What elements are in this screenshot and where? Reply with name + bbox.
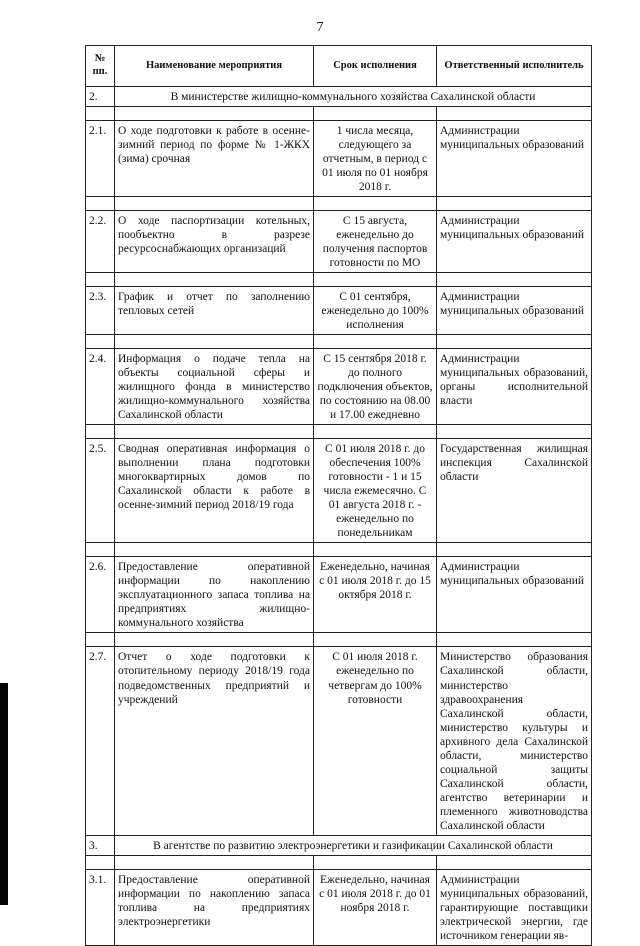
- row-measure: График и отчет по заполнению тепловых сетей: [115, 287, 314, 335]
- row-responsible: Администрации муниципальных образований, гарантирующие поставщики электрической энергии, где источником генерации яв-: [437, 869, 592, 945]
- section-row: [86, 87, 592, 107]
- row-number: 2.1.: [86, 121, 115, 197]
- row-number: 2.5.: [86, 439, 115, 543]
- table-row: [86, 439, 592, 543]
- spacer-row: [86, 855, 592, 869]
- spacer-row: [86, 633, 592, 647]
- measures-table: [85, 45, 592, 946]
- row-deadline: Еженедельно, начиная с 01 июля 2018 г. до 15 октября 2018 г.: [314, 557, 437, 633]
- header-responsible: Ответственный исполнитель: [437, 46, 592, 87]
- row-number: 3.1.: [86, 869, 115, 945]
- row-responsible: Администрации муниципальных образований: [437, 121, 592, 197]
- row-deadline: С 01 сентября, еженедельно до 100% исполнения: [314, 287, 437, 335]
- scan-edge-strip: [0, 683, 8, 905]
- row-deadline: С 15 сентября 2018 г. до полного подключения объектов, по состоянию на 08.00 и 17.00 ежедневно: [314, 349, 437, 425]
- row-measure: О ходе подготовки к работе в осенне-зимний период по форме № 1-ЖКХ (зима) срочная: [115, 121, 314, 197]
- table-row: [86, 211, 592, 273]
- row-deadline: С 01 июля 2018 г. еженедельно по четвергам до 100% готовности: [314, 647, 437, 835]
- spacer-row: [86, 107, 592, 121]
- row-number: 2.2.: [86, 211, 115, 273]
- section-row: [86, 835, 592, 855]
- section-number: 3.: [86, 835, 115, 855]
- row-deadline: С 01 июля 2018 г. до обеспечения 100% готовности - 1 и 15 числа ежемесячно. С 01 августа 2018 г. - еженедельно по понедельникам: [314, 439, 437, 543]
- table-header-row: [86, 46, 592, 87]
- header-name: Наименование мероприятия: [115, 46, 314, 87]
- row-measure: Информация о подаче тепла на объекты социальной сферы и жилищного фонда в министерство жилищно-коммунального хозяйства Сахалинской области: [115, 349, 314, 425]
- table-row: [86, 349, 592, 425]
- section-title: В агентстве по развитию электроэнергетики и газификации Сахалинской области: [115, 835, 592, 855]
- row-responsible: Министерство образования Сахалинской области, министерство здравоохранения Сахалинской области, министерство культуры и архивного дела Сахалинской области, министерство социальной защиты Сахалинской области, агентство ветеринарии и племенного животноводства Сахалинской области: [437, 647, 592, 835]
- table-row: [86, 121, 592, 197]
- row-responsible: Государственная жилищная инспекция Сахалинской области: [437, 439, 592, 543]
- spacer-row: [86, 335, 592, 349]
- section-title: В министерстве жилищно-коммунального хозяйства Сахалинской области: [115, 87, 592, 107]
- row-measure: О ходе паспортизации котельных, пообъектно в разрезе ресурсоснабжающих организаций: [115, 211, 314, 273]
- row-measure: Сводная оперативная информация о выполнении плана подготовки многоквартирных домов по Сахалинской области к работе в осенне-зимний период 2018/19 года: [115, 439, 314, 543]
- section-number: 2.: [86, 87, 115, 107]
- table-row: [86, 287, 592, 335]
- row-measure: Отчет о ходе подготовки к отопительному периоду 2018/19 года подведомственных предприятий и учреждений: [115, 647, 314, 835]
- page-number: 7: [316, 20, 324, 35]
- row-number: 2.6.: [86, 557, 115, 633]
- row-deadline: 1 числа месяца, следующего за отчетным, в период с 01 июля по 01 ноября 2018 г.: [314, 121, 437, 197]
- table-row: [86, 647, 592, 835]
- spacer-row: [86, 273, 592, 287]
- spacer-row: [86, 197, 592, 211]
- row-responsible: Администрации муниципальных образований: [437, 211, 592, 273]
- row-measure: Предоставление оперативной информации по накоплению эксплуатационного запаса топлива на предприятиях жилищно-коммунального хозяйства: [115, 557, 314, 633]
- row-responsible: Администрации муниципальных образований, органы исполнительной власти: [437, 349, 592, 425]
- table-row: [86, 557, 592, 633]
- row-number: 2.7.: [86, 647, 115, 835]
- row-responsible: Администрации муниципальных образований: [437, 287, 592, 335]
- header-num: № пп.: [86, 46, 115, 87]
- table-row: [86, 869, 592, 945]
- row-deadline: Еженедельно, начиная с 01 июля 2018 г. до 01 ноября 2018 г.: [314, 869, 437, 945]
- row-measure: Предоставление оперативной информации по накоплению запаса топлива на предприятиях электроэнергетики: [115, 869, 314, 945]
- row-deadline: С 15 августа, еженедельно до получения паспортов готовности по МО: [314, 211, 437, 273]
- row-number: 2.4.: [86, 349, 115, 425]
- row-number: 2.3.: [86, 287, 115, 335]
- header-term: Срок исполнения: [314, 46, 437, 87]
- spacer-row: [86, 425, 592, 439]
- spacer-row: [86, 543, 592, 557]
- row-responsible: Администрации муниципальных образований: [437, 557, 592, 633]
